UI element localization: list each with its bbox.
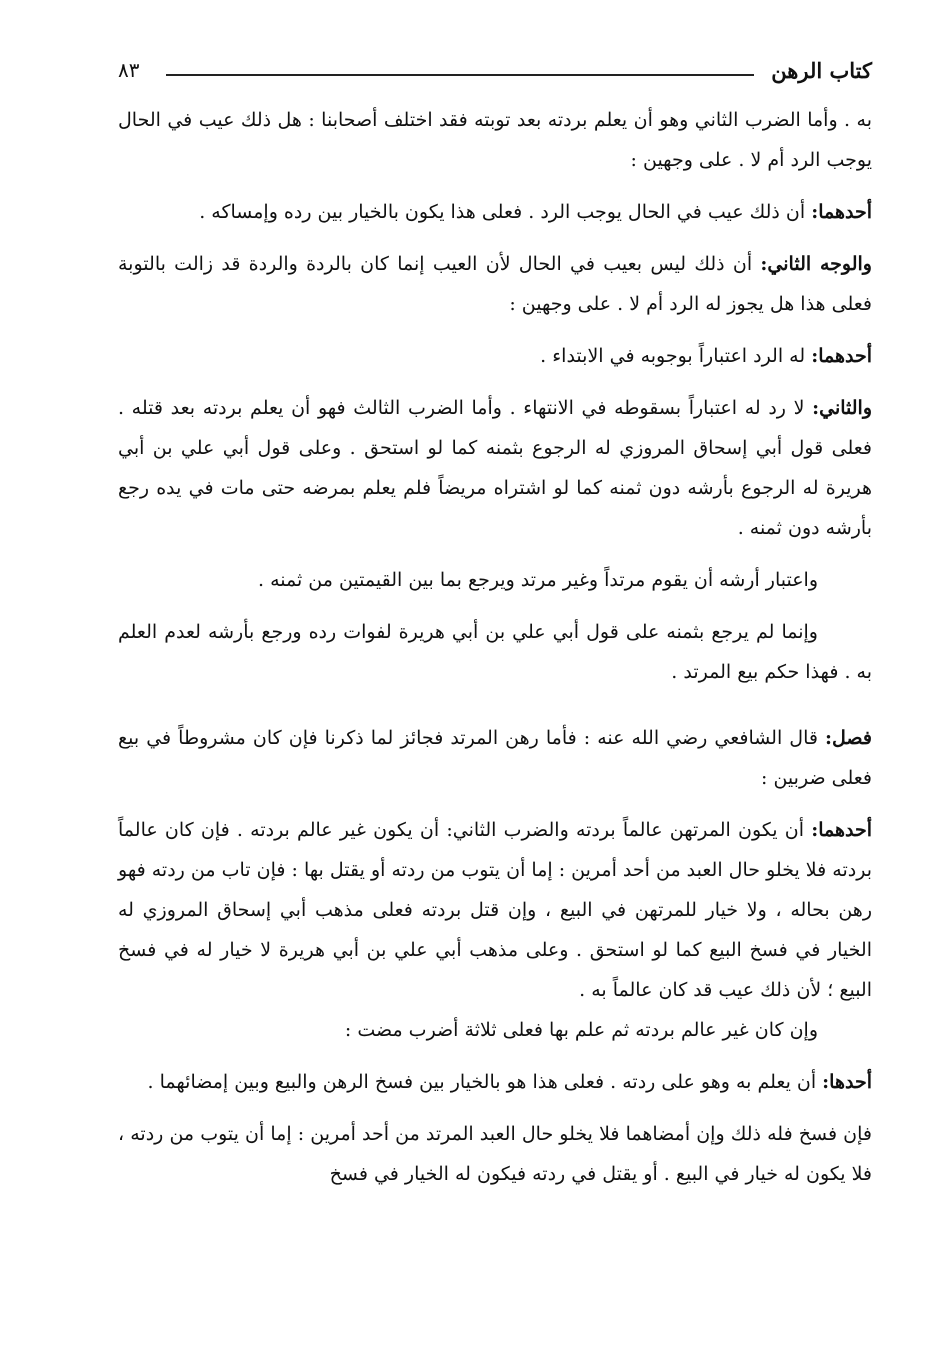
paragraph-text: واعتبار أرشه أن يقوم مرتداً وغير مرتد ويرجع بما بين القيمتين من ثمنه . bbox=[257, 569, 818, 591]
paragraph-text: وإن كان غير عالم بردته ثم علم بها فعلى ثلاثة أضرب مضت : bbox=[344, 1019, 818, 1041]
section-paragraph bbox=[118, 718, 872, 798]
paragraph bbox=[118, 612, 872, 692]
page-body bbox=[118, 100, 872, 1206]
paragraph bbox=[118, 336, 872, 376]
paragraph-text: أن يعلم به وهو على ردته . فعلى هذا هو بالخيار بين فسخ الرهن والبيع وبين إمضائهما . bbox=[147, 1071, 823, 1093]
paragraph bbox=[118, 388, 872, 548]
paragraph-text: فإن فسخ فله ذلك وإن أمضاهما فلا يخلو حال العبد المرتد من أحد أمرين : إما أن يتوب من ردته ، فلا يكون له خيار في البيع . أو يقتل في ردته فيكون له الخيار في فسخ bbox=[118, 1123, 872, 1185]
paragraph-lead: أحدها: bbox=[822, 1071, 872, 1093]
paragraph-lead: والوجه الثاني: bbox=[760, 253, 872, 275]
paragraph bbox=[118, 1010, 872, 1050]
paragraph-text: به . وأما الضرب الثاني وهو أن يعلم بردته بعد توبته فقد اختلف أصحابنا : هل ذلك عيب في الحال يوجب الرد أم لا . على وجهين : bbox=[118, 109, 872, 171]
paragraph bbox=[118, 810, 872, 1010]
paragraph-lead: أحدهما: bbox=[811, 819, 872, 841]
paragraph-text: قال الشافعي رضي الله عنه : فأما رهن المرتد فجائز لما ذكرنا فإن كان مشروطاً في بيع فعلى ضربين : bbox=[118, 727, 872, 789]
paragraph-text: وإنما لم يرجع بثمنه على قول أبي علي بن أبي هريرة لفوات رده ورجع بأرشه لعدم العلم به . فهذا حكم بيع المرتد . bbox=[118, 621, 872, 683]
paragraph bbox=[118, 244, 872, 324]
paragraph-lead: والثاني: bbox=[812, 397, 872, 419]
paragraph bbox=[118, 1114, 872, 1194]
paragraph bbox=[118, 192, 872, 232]
paragraph-lead: أحدهما: bbox=[811, 345, 872, 367]
paragraph-lead: أحدهما: bbox=[811, 201, 872, 223]
paragraph-text: أن ذلك عيب في الحال يوجب الرد . فعلى هذا يكون بالخيار بين رده وإمساكه . bbox=[199, 201, 812, 223]
paragraph bbox=[118, 560, 872, 600]
paragraph-text: أن ذلك ليس بعيب في الحال لأن العيب إنما كان بالردة والردة قد زالت بالتوبة فعلى هذا هل يجوز له الرد أم لا . على وجهين : bbox=[118, 253, 872, 315]
paragraph-text: له الرد اعتباراً بوجوبه في الابتداء . bbox=[540, 345, 812, 367]
header-rule bbox=[166, 74, 754, 76]
running-header bbox=[118, 56, 872, 92]
paragraph-text: أن يكون المرتهن عالماً بردته والضرب الثاني: أن يكون غير عالم بردته . فإن كان عالماً بردته فلا يخلو حال العبد من أحد أمرين : إما أن يتوب من ردته أو يقتل بها : فإن تاب من ردته فهو رهن بحاله ، ولا خيار للمرتهن في البيع ، وإن قتل بردته فعلى مذهب أبي إسحاق المروزي له الخيار في فسخ البيع كما لو استحق . وعلى مذهب أبي علي بن أبي هريرة لا خيار له في فسخ البيع ؛ لأن ذلك عيب قد كان عالماً به . bbox=[118, 819, 873, 1001]
paragraph bbox=[118, 100, 872, 180]
paragraph bbox=[118, 1062, 872, 1102]
section-heading: فصل: bbox=[825, 727, 872, 749]
page-number: ٨٣ bbox=[118, 58, 140, 82]
book-title: كتاب الرهن bbox=[771, 58, 872, 83]
paragraph-text: لا رد له اعتباراً بسقوطه في الانتهاء . وأما الضرب الثالث فهو أن يعلم بردته بعد قتله . فعلى قول أبي إسحاق المروزي له الرجوع بثمنه كما لو استحق . وعلى قول أبي علي بن أبي هريرة له الرجوع بأرشه دون ثمنه كما لو اشتراه مريضاً فلم يعلم بمرضه حتى مات في يده رجع بأرشه دون ثمنه . bbox=[118, 397, 872, 539]
